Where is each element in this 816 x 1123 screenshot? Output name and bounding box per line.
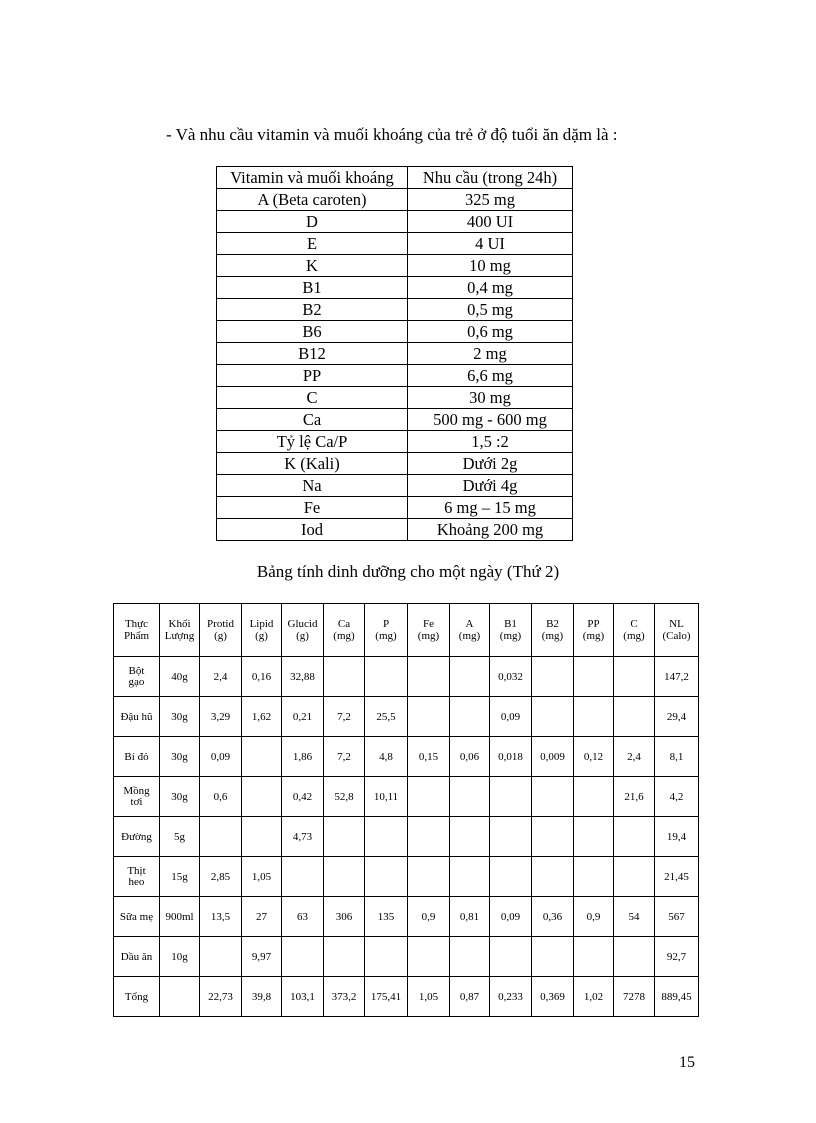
- value-cell: [532, 777, 574, 817]
- value-cell: [408, 657, 450, 697]
- value-cell: [614, 937, 655, 977]
- table-row: [217, 365, 573, 387]
- value-cell: [365, 857, 408, 897]
- value-cell: 1,05: [408, 977, 450, 1017]
- value-cell: 25,5: [365, 697, 408, 737]
- column-header: [282, 604, 324, 657]
- food-name-cell: [114, 817, 160, 857]
- value-cell: 13,5: [200, 897, 242, 937]
- requirement-cell: 0,6 mg: [408, 321, 573, 343]
- value-cell: [408, 777, 450, 817]
- nutrient-name-cell: E: [217, 233, 408, 255]
- column-header-line: Lượng: [164, 630, 195, 642]
- food-name: Đậu hũ: [120, 710, 153, 723]
- value-cell: 147,2: [655, 657, 699, 697]
- column-header: [532, 604, 574, 657]
- value-cell: 30g: [160, 777, 200, 817]
- food-name: Dầu ăn: [120, 950, 153, 963]
- column-header-line: (mg): [333, 630, 355, 642]
- value-cell: [242, 737, 282, 777]
- column-header-line: Phẩm: [123, 630, 150, 642]
- value-cell: [200, 817, 242, 857]
- table-row: [114, 697, 699, 737]
- value-cell: [532, 697, 574, 737]
- column-header-line: P: [382, 618, 390, 630]
- value-cell: 15g: [160, 857, 200, 897]
- value-cell: 0,87: [450, 977, 490, 1017]
- value-cell: 135: [365, 897, 408, 937]
- value-cell: [532, 937, 574, 977]
- table-row: [217, 255, 573, 277]
- value-cell: 175,41: [365, 977, 408, 1017]
- column-header-line: (g): [296, 630, 309, 642]
- requirement-cell: 30 mg: [408, 387, 573, 409]
- value-cell: 21,6: [614, 777, 655, 817]
- value-cell: 39,8: [242, 977, 282, 1017]
- table-row: [114, 737, 699, 777]
- value-cell: 0,42: [282, 777, 324, 817]
- requirement-cell: 10 mg: [408, 255, 573, 277]
- value-cell: [365, 937, 408, 977]
- value-cell: [450, 697, 490, 737]
- value-cell: 8,1: [655, 737, 699, 777]
- table-row: [217, 497, 573, 519]
- table-row: [114, 817, 699, 857]
- table-row: [114, 977, 699, 1017]
- requirement-cell: Khoảng 200 mg: [408, 519, 573, 541]
- column-header-line: (mg): [582, 630, 605, 642]
- requirement-cell: 4 UI: [408, 233, 573, 255]
- value-cell: [450, 777, 490, 817]
- value-cell: [324, 857, 365, 897]
- requirement-cell: Dưới 4g: [408, 475, 573, 497]
- column-header-line: (mg): [499, 630, 522, 642]
- table-row: [114, 937, 699, 977]
- table-row: [114, 857, 699, 897]
- nutrient-name-cell: Iod: [217, 519, 408, 541]
- value-cell: 0,21: [282, 697, 324, 737]
- page-number: 15: [679, 1054, 695, 1071]
- value-cell: [242, 777, 282, 817]
- value-cell: 1,62: [242, 697, 282, 737]
- column-header-line: A: [465, 618, 474, 630]
- value-cell: [532, 657, 574, 697]
- value-cell: 0,06: [450, 737, 490, 777]
- value-cell: 19,4: [655, 817, 699, 857]
- value-cell: [614, 697, 655, 737]
- nutrient-name-cell: Fe: [217, 497, 408, 519]
- vitamin-requirements-table: [216, 166, 573, 541]
- value-cell: 0,36: [532, 897, 574, 937]
- column-header-line: C: [630, 618, 638, 630]
- value-cell: 1,02: [574, 977, 614, 1017]
- table-row: [217, 519, 573, 541]
- value-cell: 0,16: [242, 657, 282, 697]
- value-cell: [365, 817, 408, 857]
- value-cell: [614, 657, 655, 697]
- column-header: [655, 604, 699, 657]
- value-cell: 4,73: [282, 817, 324, 857]
- column-header: Vitamin và muối khoáng: [217, 167, 408, 189]
- value-cell: 30g: [160, 737, 200, 777]
- value-cell: 10,11: [365, 777, 408, 817]
- value-cell: 7,2: [324, 697, 365, 737]
- table-header-row: [217, 167, 573, 189]
- column-header-line: (g): [255, 630, 268, 642]
- food-name: Thịt heo: [127, 864, 146, 888]
- table-row: [217, 233, 573, 255]
- value-cell: 0,233: [490, 977, 532, 1017]
- value-cell: 92,7: [655, 937, 699, 977]
- nutrient-name-cell: PP: [217, 365, 408, 387]
- table-row: [217, 409, 573, 431]
- column-header-line: (mg): [541, 630, 564, 642]
- nutrition-table: [113, 603, 699, 1017]
- value-cell: 40g: [160, 657, 200, 697]
- value-cell: 0,018: [490, 737, 532, 777]
- value-cell: 0,81: [450, 897, 490, 937]
- column-header: [365, 604, 408, 657]
- column-header-line: (mg): [417, 630, 440, 642]
- requirement-cell: 0,4 mg: [408, 277, 573, 299]
- value-cell: 0,369: [532, 977, 574, 1017]
- column-header-line: (Calo): [662, 630, 691, 642]
- column-header-line: B1: [504, 618, 517, 630]
- food-name: Bí đỏ: [124, 750, 149, 763]
- requirement-cell: 2 mg: [408, 343, 573, 365]
- value-cell: 52,8: [324, 777, 365, 817]
- value-cell: 29,4: [655, 697, 699, 737]
- value-cell: [574, 937, 614, 977]
- table-row: [217, 189, 573, 211]
- value-cell: 0,009: [532, 737, 574, 777]
- column-header-line: NL: [669, 618, 684, 630]
- food-name: Sữa mẹ: [119, 910, 154, 923]
- food-name: Bột gạo: [128, 664, 145, 688]
- value-cell: 0,9: [574, 897, 614, 937]
- value-cell: [450, 937, 490, 977]
- table-row: [217, 211, 573, 233]
- value-cell: 306: [324, 897, 365, 937]
- food-name-cell: [114, 777, 160, 817]
- column-header-line: Lipid: [249, 618, 274, 630]
- value-cell: [574, 817, 614, 857]
- value-cell: [408, 697, 450, 737]
- requirement-cell: 0,5 mg: [408, 299, 573, 321]
- nutrient-name-cell: K (Kali): [217, 453, 408, 475]
- value-cell: 9,97: [242, 937, 282, 977]
- value-cell: [490, 777, 532, 817]
- value-cell: [408, 937, 450, 977]
- value-cell: 0,15: [408, 737, 450, 777]
- column-header: [408, 604, 450, 657]
- value-cell: 103,1: [282, 977, 324, 1017]
- value-cell: [408, 817, 450, 857]
- table-row: [114, 777, 699, 817]
- column-header-line: (mg): [623, 630, 645, 642]
- column-header: [450, 604, 490, 657]
- table-row: [217, 299, 573, 321]
- value-cell: [365, 657, 408, 697]
- table-row: [217, 277, 573, 299]
- food-name-cell: [114, 857, 160, 897]
- nutrient-name-cell: B6: [217, 321, 408, 343]
- requirement-cell: Dưới 2g: [408, 453, 573, 475]
- value-cell: [532, 817, 574, 857]
- value-cell: [532, 857, 574, 897]
- nutrient-name-cell: K: [217, 255, 408, 277]
- food-name: Mồng tơi: [123, 784, 150, 808]
- value-cell: 7,2: [324, 737, 365, 777]
- food-name-cell: [114, 697, 160, 737]
- value-cell: 21,45: [655, 857, 699, 897]
- requirement-cell: 6 mg – 15 mg: [408, 497, 573, 519]
- nutrient-name-cell: B12: [217, 343, 408, 365]
- value-cell: [450, 817, 490, 857]
- requirement-cell: 500 mg - 600 mg: [408, 409, 573, 431]
- value-cell: [490, 817, 532, 857]
- vitamin-table-body: [217, 189, 573, 541]
- column-header-line: Protid: [207, 618, 234, 630]
- value-cell: [408, 857, 450, 897]
- column-header-line: (g): [214, 630, 227, 642]
- requirement-cell: 1,5 :2: [408, 431, 573, 453]
- column-header-line: Glucid: [287, 618, 318, 630]
- column-header: [242, 604, 282, 657]
- food-name-cell: [114, 657, 160, 697]
- value-cell: 900ml: [160, 897, 200, 937]
- value-cell: 0,6: [200, 777, 242, 817]
- value-cell: 0,09: [200, 737, 242, 777]
- value-cell: 22,73: [200, 977, 242, 1017]
- column-header-line: Khối: [168, 618, 191, 630]
- column-header-line: PP: [587, 618, 600, 630]
- value-cell: 567: [655, 897, 699, 937]
- column-header-line: B2: [546, 618, 559, 630]
- value-cell: [450, 657, 490, 697]
- column-header: [114, 604, 160, 657]
- value-cell: [324, 657, 365, 697]
- table-row: [217, 321, 573, 343]
- column-header-line: Ca: [337, 618, 351, 630]
- value-cell: 2,4: [614, 737, 655, 777]
- column-header: [614, 604, 655, 657]
- table-row: [217, 431, 573, 453]
- value-cell: 0,12: [574, 737, 614, 777]
- column-header: [324, 604, 365, 657]
- value-cell: 889,45: [655, 977, 699, 1017]
- value-cell: 0,09: [490, 897, 532, 937]
- food-name-cell: [114, 977, 160, 1017]
- nutrient-name-cell: Ca: [217, 409, 408, 431]
- food-name: Tổng: [124, 990, 149, 1003]
- food-name: Đường: [121, 830, 152, 843]
- intro-text: - Và nhu cầu vitamin và muối khoáng của trẻ ở độ tuổi ăn dặm là :: [166, 125, 618, 144]
- table-row: [217, 453, 573, 475]
- column-header: [200, 604, 242, 657]
- value-cell: [574, 857, 614, 897]
- value-cell: 1,05: [242, 857, 282, 897]
- value-cell: [282, 857, 324, 897]
- column-header: [574, 604, 614, 657]
- column-header-line: (mg): [458, 630, 481, 642]
- column-header-line: Fe: [423, 618, 434, 630]
- nutrition-table-caption: Bảng tính dinh dưỡng cho một ngày (Thứ 2): [256, 562, 560, 581]
- value-cell: 4,8: [365, 737, 408, 777]
- food-name-cell: [114, 737, 160, 777]
- value-cell: 54: [614, 897, 655, 937]
- value-cell: [614, 817, 655, 857]
- value-cell: 373,2: [324, 977, 365, 1017]
- value-cell: 27: [242, 897, 282, 937]
- value-cell: [324, 817, 365, 857]
- value-cell: [450, 857, 490, 897]
- requirement-cell: 400 UI: [408, 211, 573, 233]
- nutrient-name-cell: D: [217, 211, 408, 233]
- column-header: [160, 604, 200, 657]
- nutrient-name-cell: B1: [217, 277, 408, 299]
- requirement-cell: 325 mg: [408, 189, 573, 211]
- value-cell: 30g: [160, 697, 200, 737]
- value-cell: 7278: [614, 977, 655, 1017]
- value-cell: 2,85: [200, 857, 242, 897]
- value-cell: 0,032: [490, 657, 532, 697]
- requirement-cell: 6,6 mg: [408, 365, 573, 387]
- value-cell: [282, 937, 324, 977]
- table-header-row: [114, 604, 699, 657]
- nutrient-name-cell: A (Beta caroten): [217, 189, 408, 211]
- value-cell: 10g: [160, 937, 200, 977]
- food-name-cell: [114, 897, 160, 937]
- table-row: [114, 657, 699, 697]
- column-header: Nhu cầu (trong 24h): [408, 167, 573, 189]
- nutrient-name-cell: B2: [217, 299, 408, 321]
- table-row: [217, 387, 573, 409]
- value-cell: 4,2: [655, 777, 699, 817]
- nutrient-name-cell: C: [217, 387, 408, 409]
- value-cell: [490, 937, 532, 977]
- value-cell: [574, 657, 614, 697]
- value-cell: 63: [282, 897, 324, 937]
- value-cell: 1,86: [282, 737, 324, 777]
- value-cell: [160, 977, 200, 1017]
- table-row: [217, 475, 573, 497]
- value-cell: 32,88: [282, 657, 324, 697]
- table-row: [217, 343, 573, 365]
- value-cell: 3,29: [200, 697, 242, 737]
- value-cell: 5g: [160, 817, 200, 857]
- column-header: [490, 604, 532, 657]
- nutrient-name-cell: Tỷ lệ Ca/P: [217, 431, 408, 453]
- food-name-cell: [114, 937, 160, 977]
- value-cell: [614, 857, 655, 897]
- value-cell: [574, 697, 614, 737]
- value-cell: [490, 857, 532, 897]
- nutrient-name-cell: Na: [217, 475, 408, 497]
- value-cell: [324, 937, 365, 977]
- column-header-line: Thực: [124, 618, 149, 630]
- value-cell: 2,4: [200, 657, 242, 697]
- value-cell: 0,09: [490, 697, 532, 737]
- nutrition-table-body: [114, 657, 699, 1017]
- table-row: [114, 897, 699, 937]
- column-header-line: (mg): [375, 630, 397, 642]
- value-cell: [574, 777, 614, 817]
- value-cell: [242, 817, 282, 857]
- value-cell: [200, 937, 242, 977]
- value-cell: 0,9: [408, 897, 450, 937]
